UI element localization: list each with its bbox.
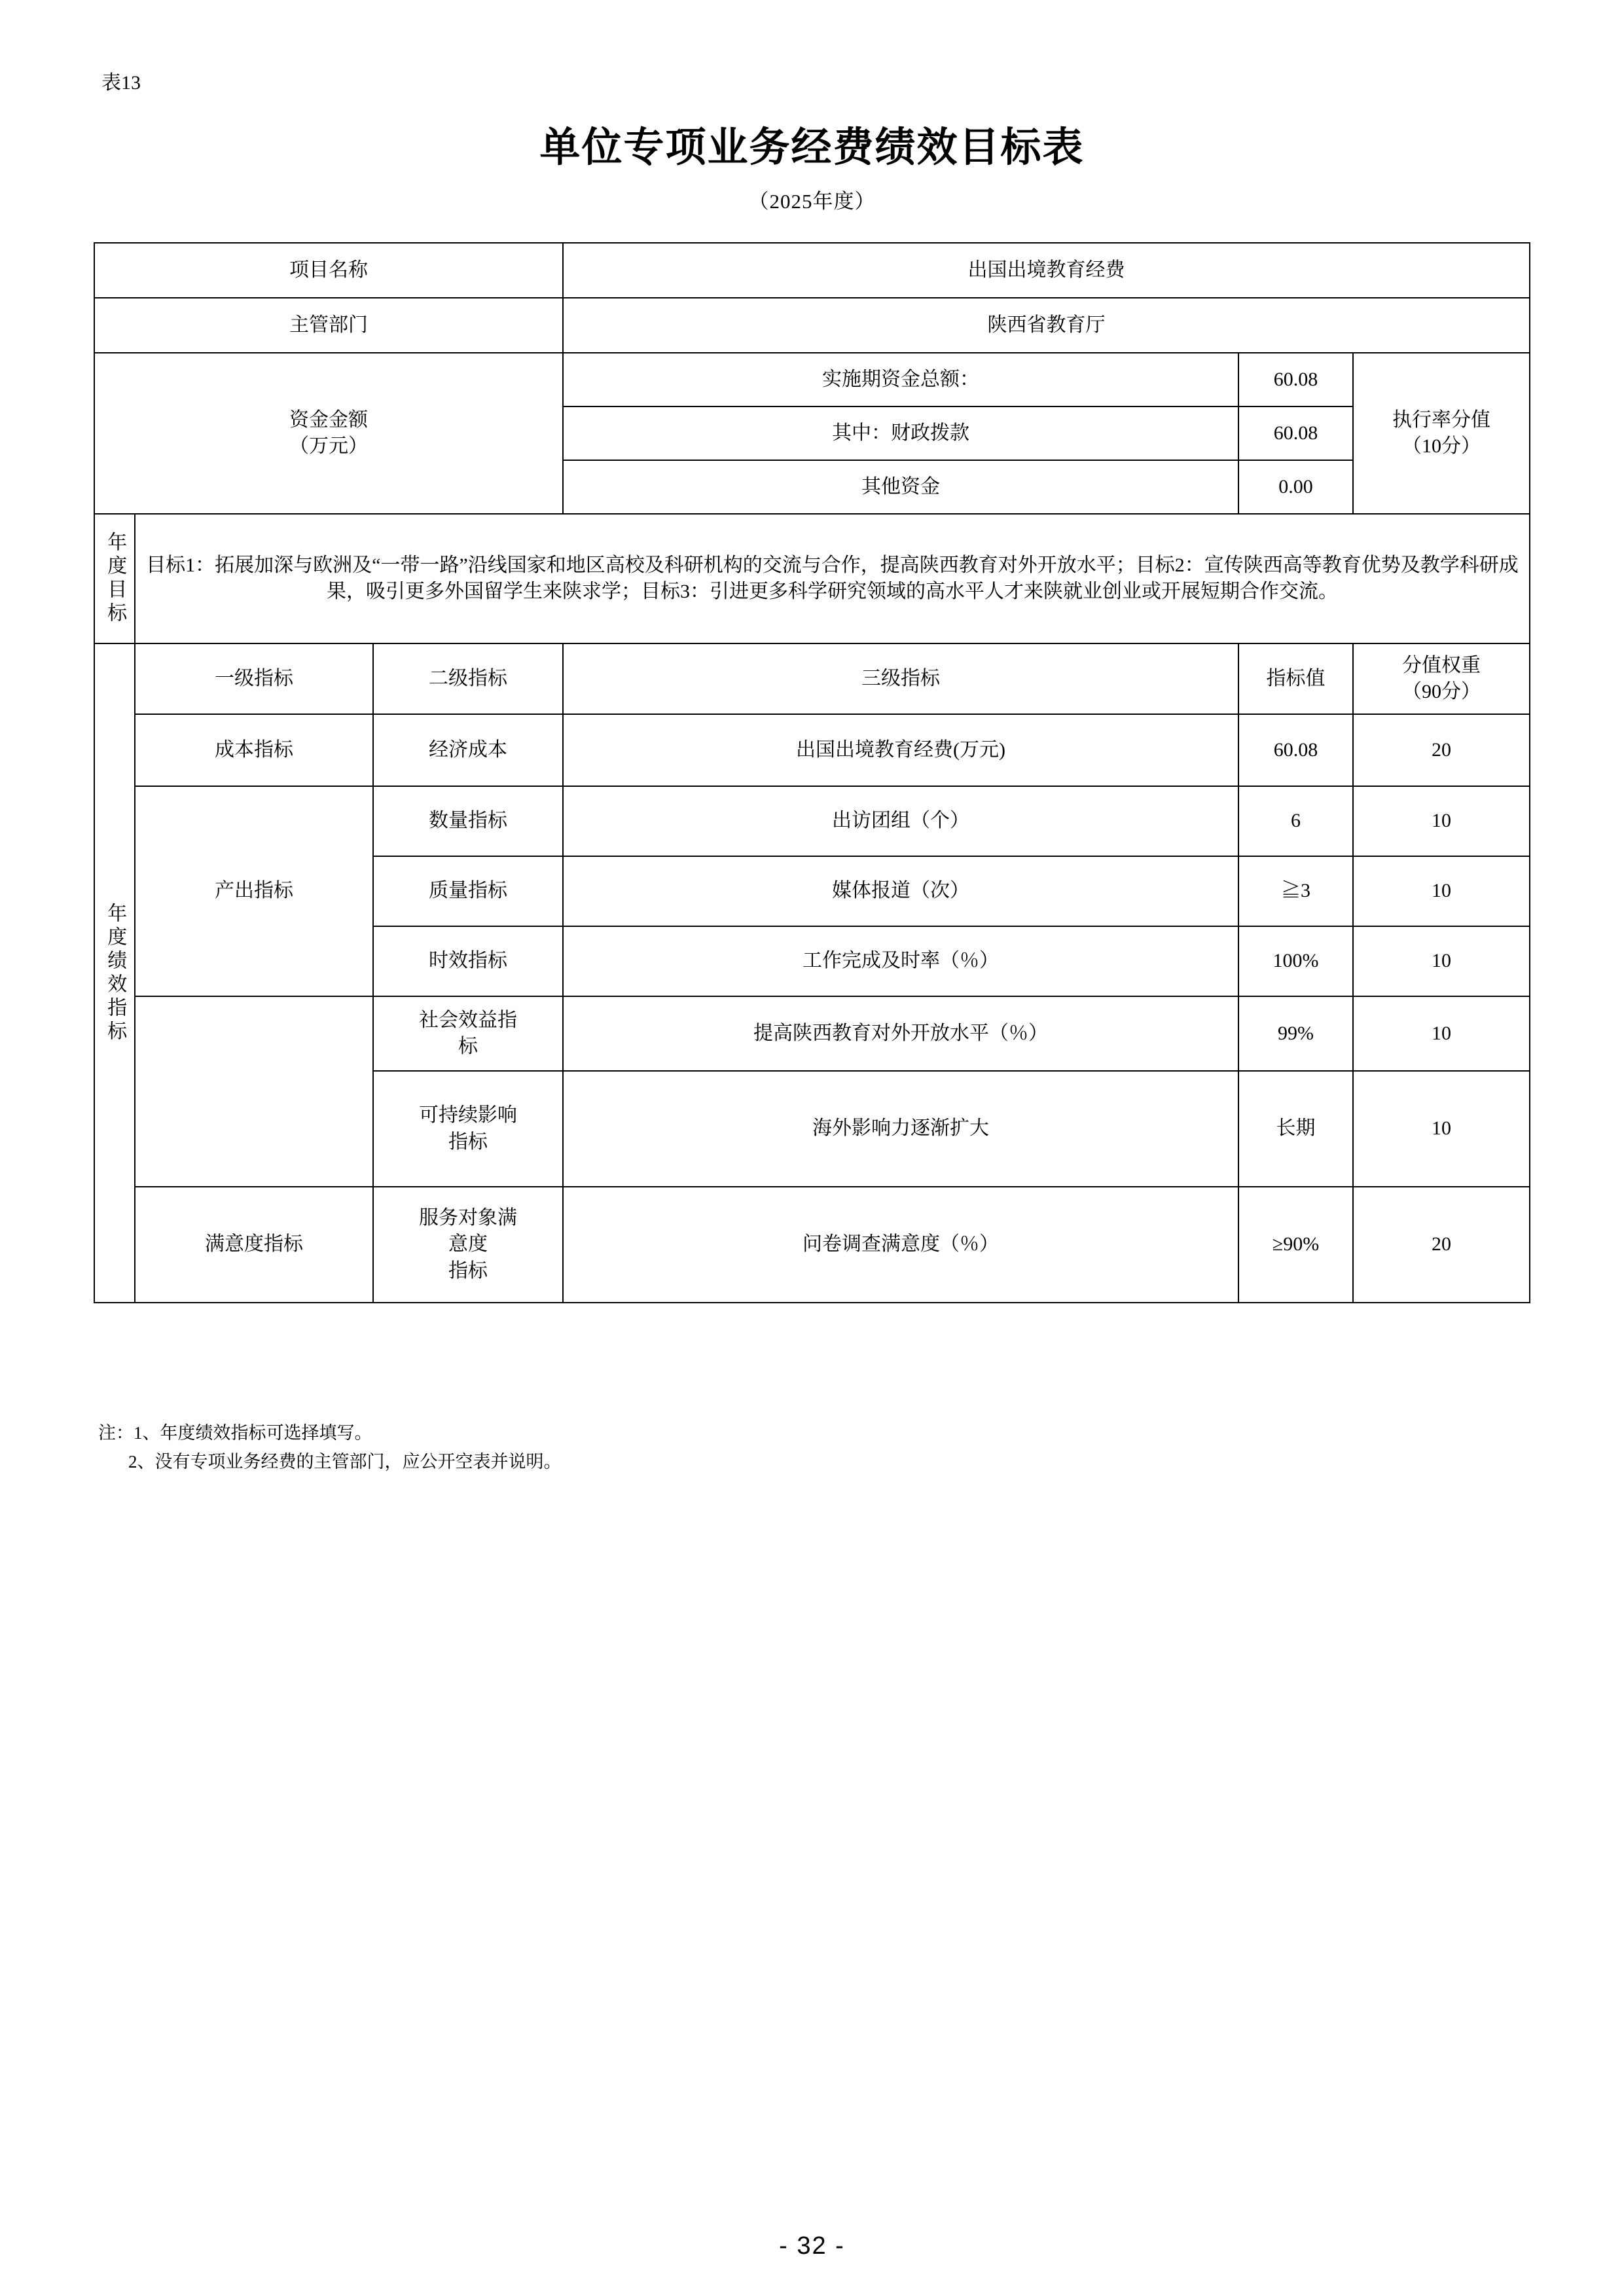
project-name-label: 项目名称	[94, 243, 563, 298]
row0-level1: 成本指标	[135, 714, 373, 786]
row4-level3: 提高陕西教育对外开放水平（％）	[563, 996, 1238, 1071]
table-row	[94, 1187, 1530, 1303]
table-row-annual-goal	[94, 514, 1530, 643]
row6-weight: 20	[1353, 1187, 1530, 1303]
main-grid	[94, 242, 1530, 1303]
row6-level2-line3: 指标	[448, 1259, 488, 1282]
row5-level2	[373, 1071, 563, 1187]
row6-level2-line2: 意度	[448, 1233, 488, 1256]
header-score-weight-line2: （90分）	[1402, 681, 1481, 702]
table-row	[94, 996, 1530, 1071]
row1-level3: 出访团组（个）	[563, 786, 1238, 856]
table-row-project-name	[94, 243, 1530, 298]
row6-level1: 满意度指标	[135, 1187, 373, 1303]
row6-level3: 问卷调查满意度（％）	[563, 1187, 1238, 1303]
row1-value: 6	[1238, 786, 1353, 856]
header-indicator-value: 指标值	[1238, 643, 1353, 714]
row0-value: 60.08	[1238, 714, 1353, 786]
annual-performance-vertical-label: 年度绩效指标	[94, 643, 135, 1303]
row3-level2: 时效指标	[373, 926, 563, 996]
project-name-value: 出国出境教育经费	[563, 243, 1530, 298]
header-score-weight-line1: 分值权重	[1402, 654, 1481, 676]
footnotes	[98, 1419, 562, 1476]
row2-level3: 媒体报道（次）	[563, 856, 1238, 926]
row5-value: 长期	[1238, 1071, 1353, 1187]
row5-level2-line1: 可持续影响	[419, 1104, 517, 1126]
row0-weight: 20	[1353, 714, 1530, 786]
page-subtitle: （2025年度）	[748, 190, 876, 213]
row3-level3: 工作完成及时率（％）	[563, 926, 1238, 996]
footnote-2: 2、没有专项业务经费的主管部门，应公开空表并说明。	[128, 1451, 562, 1472]
row6-level2-line1: 服务对象满	[419, 1206, 517, 1229]
funds-other-value: 0.00	[1238, 460, 1353, 514]
row1-weight: 10	[1353, 786, 1530, 856]
table-row	[94, 714, 1530, 786]
row0-level2: 经济成本	[373, 714, 563, 786]
row1-level1: 产出指标	[135, 786, 373, 996]
row2-value: ≧3	[1238, 856, 1353, 926]
row5-level2-line2: 指标	[448, 1130, 488, 1153]
funds-amount-label	[94, 353, 563, 514]
table-row-indicator-header	[94, 643, 1530, 714]
funds-amount-label-line2: （万元）	[289, 435, 368, 457]
row2-weight: 10	[1353, 856, 1530, 926]
annual-goal-text: 目标1：拓展加深与欧洲及“一带一路”沿线国家和地区高校及科研机构的交流与合作，提高陕西教育对外开放水平；目标2：宣传陕西高等教育优势及教学科研成果，吸引更多外国留学生来陕求学；目标3：引进更多科学研究领域的高水平人才来陕就业创业或开展短期合作交流。	[135, 514, 1530, 643]
row3-value: 100%	[1238, 926, 1353, 996]
table-row	[94, 786, 1530, 856]
funds-amount-label-line1: 资金金额	[289, 408, 368, 431]
page-number: - 32 -	[779, 2232, 845, 2260]
table-row-department	[94, 298, 1530, 353]
header-level3: 三级指标	[563, 643, 1238, 714]
table-row-funds-total	[94, 353, 1530, 407]
performance-target-table	[94, 242, 1529, 1303]
row6-value: ≥90%	[1238, 1187, 1353, 1303]
department-value: 陕西省教育厅	[563, 298, 1530, 353]
funds-total-label: 实施期资金总额：	[563, 353, 1238, 407]
header-score-weight	[1353, 643, 1530, 714]
row1-level2: 数量指标	[373, 786, 563, 856]
funds-fiscal-value: 60.08	[1238, 407, 1353, 460]
row4-level1	[135, 996, 373, 1187]
row4-weight: 10	[1353, 996, 1530, 1071]
row0-level3: 出国出境教育经费(万元)	[563, 714, 1238, 786]
page-title: 单位专项业务经费绩效目标表	[539, 123, 1085, 171]
department-label: 主管部门	[94, 298, 563, 353]
execution-rate-label-line2: （10分）	[1402, 435, 1481, 457]
row4-level2	[373, 996, 563, 1071]
footnote-1: 注：1、年度绩效指标可选择填写。	[98, 1423, 372, 1443]
funds-total-value: 60.08	[1238, 353, 1353, 407]
header-level2: 二级指标	[373, 643, 563, 714]
row4-value: 99%	[1238, 996, 1353, 1071]
funds-fiscal-label: 其中：财政拨款	[563, 407, 1238, 460]
execution-rate-label-line1: 执行率分值	[1392, 408, 1490, 431]
row5-weight: 10	[1353, 1071, 1530, 1187]
row6-level2	[373, 1187, 563, 1303]
sheet-label: 表13	[101, 72, 141, 94]
row4-level2-line1: 社会效益指	[419, 1009, 517, 1031]
row2-level2: 质量指标	[373, 856, 563, 926]
execution-rate-label	[1353, 353, 1530, 514]
header-level1: 一级指标	[135, 643, 373, 714]
annual-goal-vertical-label: 年度目标	[94, 514, 135, 643]
funds-other-label: 其他资金	[563, 460, 1238, 514]
row4-level2-line2: 标	[458, 1036, 478, 1057]
row5-level3: 海外影响力逐渐扩大	[563, 1071, 1238, 1187]
row3-weight: 10	[1353, 926, 1530, 996]
